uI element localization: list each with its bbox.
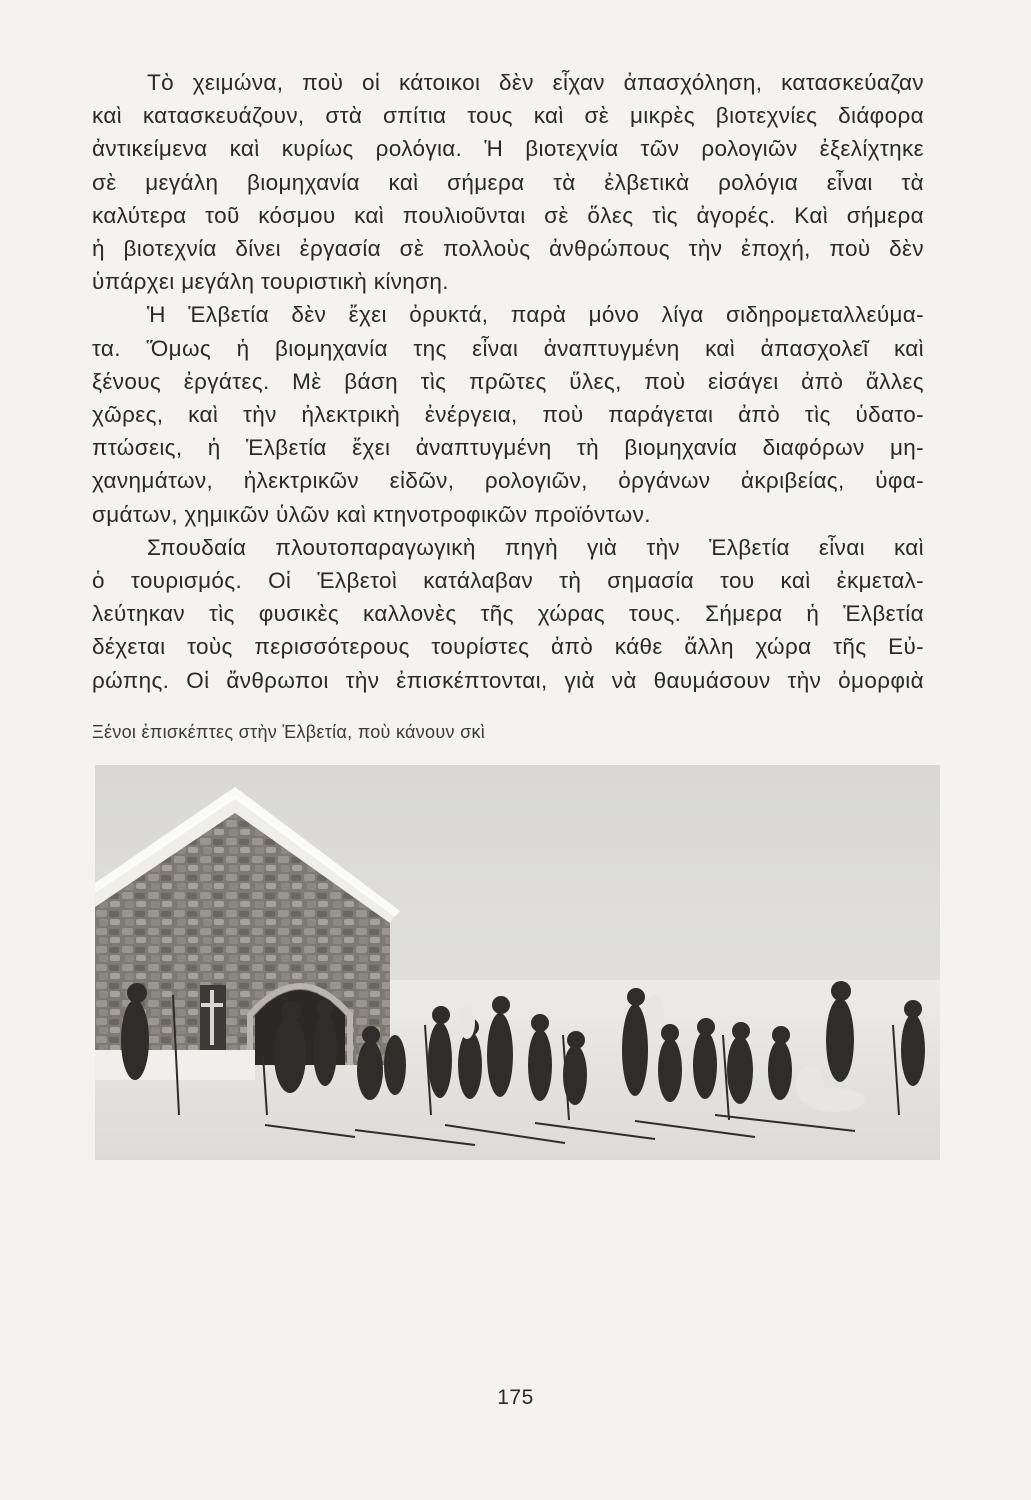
text-line: Σπουδαία πλουτοπαραγωγικὴ πηγὴ γιὰ τὴν Ἑλβετία εἶναι καὶ [147,534,924,560]
photo-caption: Ξένοι ἐπισκέπτες στὴν Ἑλβετία, ποὺ κάνουν σκὶ [92,722,486,742]
text-line: Τὸ χειμώνα, ποὺ οἱ κάτοικοι δὲν εἶχαν ἀπασχόληση, κατασκεύαζαν [147,70,924,95]
text-line: πτώσεις, ἡ Ἑλβετία ἔχει ἀναπτυγμένη τὴ βιομηχανία διαφόρων μη- [92,435,924,461]
text-line: καὶ κατασκευάζουν, στὰ σπίτια τους καὶ σὲ μικρὲς βιοτεχνίες διάφορα [92,103,924,129]
body-text [92,66,924,697]
text-line: χῶρες, καὶ τὴν ἠλεκτρικὴ ἐνέργεια, ποὺ παράγεται ἀπὸ τὶς ὑδατο- [92,402,924,428]
paragraph [92,66,924,298]
text-line: καλύτερα τοῦ κόσμου καὶ πουλιοῦνται σὲ ὅλες τὶς ἀγορές. Καὶ σήμερα [92,202,924,228]
text-line: ὑπάρχει μεγάλη τουριστικὴ κίνηση. [92,269,449,295]
text-line: χανημάτων, ἠλεκτρικῶν εἰδῶν, ρολογιῶν, ὀργάνων ἀκριβείας, ὑφα- [92,468,924,494]
text-line: σμάτων, χημικῶν ὑλῶν καὶ κτηνοτροφικῶν προϊόντων. [92,501,651,527]
paragraph [92,531,924,697]
text-line: ρώπης. Οἱ ἄνθρωποι τὴν ἐπισκέπτονται, γιὰ νὰ θαυμάσουν τὴν ὀμορφιὰ [92,667,924,693]
text-line: δέχεται τοὺς περισσότερους τουρίστες ἀπὸ κάθε ἄλλη χώρα τῆς Εὐ- [92,634,924,660]
text-line: Ἡ Ἑλβετία δὲν ἔχει ὀρυκτά, παρὰ μόνο λίγα σιδηρομεταλλεύμα- [147,302,924,328]
text-line: ὁ τουρισμός. Οἱ Ἑλβετοὶ κατάλαβαν τὴ σημασία του καὶ ἐκμεταλ- [92,568,924,594]
text-line: ξένους ἐργάτες. Μὲ βάση τὶς πρῶτες ὕλες, ποὺ εἰσάγει ἀπὸ ἄλλες [92,368,924,394]
paragraph [92,298,924,530]
text-line: σὲ μεγάλη βιομηχανία καὶ σήμερα τὰ ἐλβετικὰ ρολόγια εἶναι τὰ [92,169,924,195]
text-line: ἡ βιοτεχνία δίνει ἐργασία σὲ πολλοὺς ἀνθρώπους τὴν ἐποχή, ποὺ δὲν [92,236,924,262]
page-number: 175 [497,1386,534,1409]
ski-photo [95,765,940,1160]
text-line: τα. Ὅμως ἡ βιομηχανία της εἶναι ἀναπτυγμένη καὶ ἀπασχολεῖ καὶ [92,335,924,361]
text-line: λεύτηκαν τὶς φυσικὲς καλλονὲς τῆς χώρας τους. Σήμερα ἡ Ἑλβετία [92,601,924,627]
text-line: ἀντικείμενα καὶ κυρίως ρολόγια. Ἡ βιοτεχνία τῶν ρολογιῶν ἐξελίχτηκε [92,136,924,162]
